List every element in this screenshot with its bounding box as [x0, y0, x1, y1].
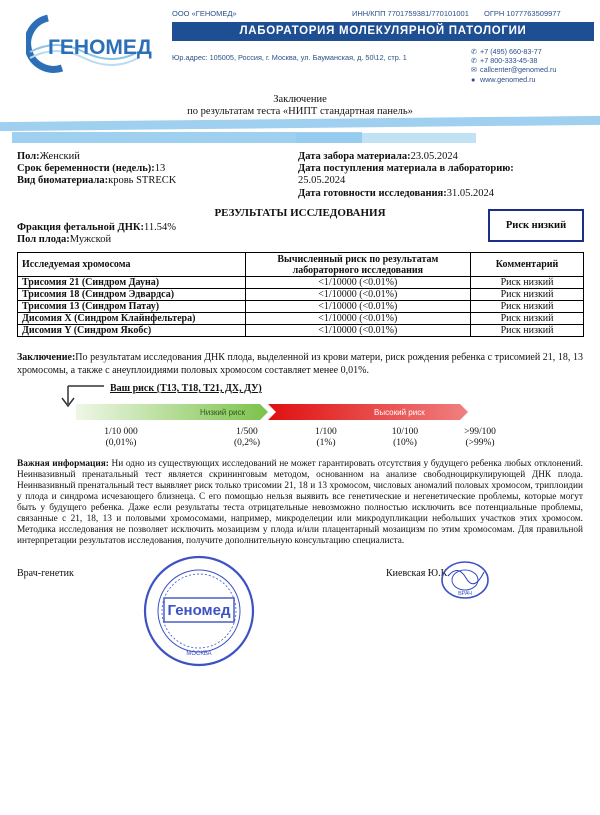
results-heading: РЕЗУЛЬТАТЫ ИССЛЕДОВАНИЯ	[214, 207, 386, 219]
row-chromosome: Дисомия Y (Синдром Якобс)	[18, 325, 246, 337]
row-risk: <1/10000 (<0.01%)	[245, 325, 471, 337]
phone-icon: ✆	[471, 47, 478, 56]
row-comment: Риск низкий	[471, 325, 584, 337]
term-field: Срок беременности (недель):13	[17, 163, 166, 174]
globe-icon: ●	[471, 74, 476, 84]
title-line-1: Заключение	[273, 94, 327, 105]
arrival-date-label: Дата поступления материала в лабораторию:	[298, 163, 514, 174]
fetus-sex-field: Пол плода:Мужской	[17, 234, 112, 245]
results-table	[17, 252, 584, 337]
biomaterial-field: Вид биоматериала:кровь STRECK	[17, 175, 177, 186]
conclusion: Заключение:По результатам исследования ДНК плода, выделенной из крови матери, риск рождения ребенка с трисомией 21, 18, 13 хромосомы, а также с анеуплоидиями половых хромосом составляет менее 0,01%.	[17, 352, 583, 376]
sex-field: Пол:Женский	[17, 151, 80, 162]
header-risk: Вычисленный риск по результатам лабораторного исследования	[245, 253, 471, 277]
row-chromosome: Трисомия 21 (Синдром Дауна)	[18, 277, 246, 289]
row-chromosome: Трисомия 13 (Синдром Патау)	[18, 301, 246, 313]
high-risk-bar	[268, 404, 468, 420]
company-logo	[26, 12, 158, 74]
doctor-stamp	[440, 560, 490, 600]
phone-icon: ✆	[471, 56, 478, 66]
arrival-date-value: 25.05.2024	[298, 175, 346, 186]
fetal-fraction-field: Фракция фетальной ДНК:11.54%	[17, 222, 177, 233]
company-stamp	[142, 554, 256, 668]
risk-pointer-icon	[62, 386, 104, 406]
row-comment: Риск низкий	[471, 313, 584, 325]
header-chromosome: Исследуемая хромосома	[18, 253, 246, 277]
table-row	[18, 325, 584, 337]
org-name: ООО «ГЕНОМЕД»	[172, 9, 237, 18]
scale-tick: 1/500 (0,2%)	[233, 427, 261, 448]
phone-1: +7 (495) 660-83-77	[480, 47, 542, 56]
row-risk: <1/10000 (<0.01%)	[245, 289, 471, 301]
doctor-stamp-text: ВРАЧ	[458, 591, 472, 597]
row-chromosome: Трисомия 18 (Синдром Эдвардса)	[18, 289, 246, 301]
row-comment: Риск низкий	[471, 301, 584, 313]
collect-date-field: Дата забора материала:23.05.2024	[298, 151, 458, 162]
stamp-city: МОСКВА	[186, 651, 212, 657]
email-icon: ✉	[471, 65, 478, 75]
important-info: Важная информация: Ни одно из существующих исследований не может гарантировать отсутствия у будущего ребенка любых отклонений. Неинвазивный пренатальный тест является скрининговым методом, основанном на анализе свободноциркулирующей ДНК плода. Неинвазивный пренатальный тест выявляет риск только трисомии 21, 18 и 13 хромосом, числовых аномалий половых хромосом, триплоидии у плода и синдрома исчезающего близнеца. С его помощью нельзя выявить все генетические и негенетические проблемы, которые могут быть у будущего ребенка. Даже если результаты теста отрицательные невозможно полностью исключить все потенциальные проблемы, связанные с 21, 18, 13 и половыми хромосомами, например, микроделеции или микродупликации небольших участков этих хромосом. Методика исследования не позволяет исключить мозаицизм у плода и/или плацентарный мозаицизм по этим хромосомам. Для правильной интерпретации результатов исследования, получите дополнительную консультацию специалиста.	[17, 459, 584, 546]
email-link[interactable]: callcenter@genomed.ru	[480, 65, 557, 75]
row-risk: <1/10000 (<0.01%)	[245, 301, 471, 313]
risk-scale	[60, 384, 480, 426]
risk-badge: Риск низкий	[488, 209, 584, 242]
header-comment: Комментарий	[471, 253, 584, 277]
table-row	[18, 301, 584, 313]
legal-address: Юр.адрес: 105005, Россия, г. Москва, ул. Бауманская, д. 50\12, стр. 1	[172, 53, 407, 62]
ogrn: ОГРН 1077763509977	[484, 9, 561, 18]
low-risk-label: Низкий риск	[200, 408, 245, 417]
scale-tick: 1/10 000 (0,01%)	[104, 427, 138, 448]
logo-text: ГЕНОМЕД	[48, 36, 152, 59]
document-title	[0, 94, 600, 118]
redacted-name	[0, 116, 600, 131]
phone-2: +7 800-333-45-38	[480, 56, 538, 66]
signature-scribble	[448, 570, 484, 583]
table-row	[18, 313, 584, 325]
inn-kpp: ИНН/КПП 7701759381/770101001	[352, 9, 469, 18]
table-row	[18, 289, 584, 301]
row-risk: <1/10000 (<0.01%)	[245, 313, 471, 325]
scale-tick: 10/100 (10%)	[391, 427, 419, 448]
doctor-name: Киевская Ю.К.	[386, 568, 450, 579]
ready-date-field: Дата готовности исследования:31.05.2024	[298, 188, 494, 199]
doctor-role: Врач-генетик	[17, 568, 74, 579]
row-chromosome: Дисомия X (Синдром Клайнфельтера)	[18, 313, 246, 325]
row-comment: Риск низкий	[471, 277, 584, 289]
risk-scale-label: Ваш риск (Т13, Т18, Т21, ДХ, ДУ)	[110, 383, 262, 394]
scale-tick: 1/100 (1%)	[315, 427, 337, 448]
row-comment: Риск низкий	[471, 289, 584, 301]
title-line-2: по результатам теста «НИПТ стандартная панель»	[187, 106, 413, 117]
lab-title-band	[172, 22, 594, 41]
stamp-text: Геномед	[167, 602, 231, 619]
site-link[interactable]: www.genomed.ru	[480, 74, 536, 84]
scale-tick: >99/100 (>99%)	[464, 427, 496, 448]
redacted-id	[296, 133, 476, 143]
lab-title: ЛАБОРАТОРИЯ МОЛЕКУЛЯРНОЙ ПАТОЛОГИИ	[239, 25, 527, 37]
row-risk: <1/10000 (<0.01%)	[245, 277, 471, 289]
high-risk-label: Высокий риск	[374, 408, 425, 417]
contacts-block	[471, 47, 556, 84]
table-row	[18, 277, 584, 289]
